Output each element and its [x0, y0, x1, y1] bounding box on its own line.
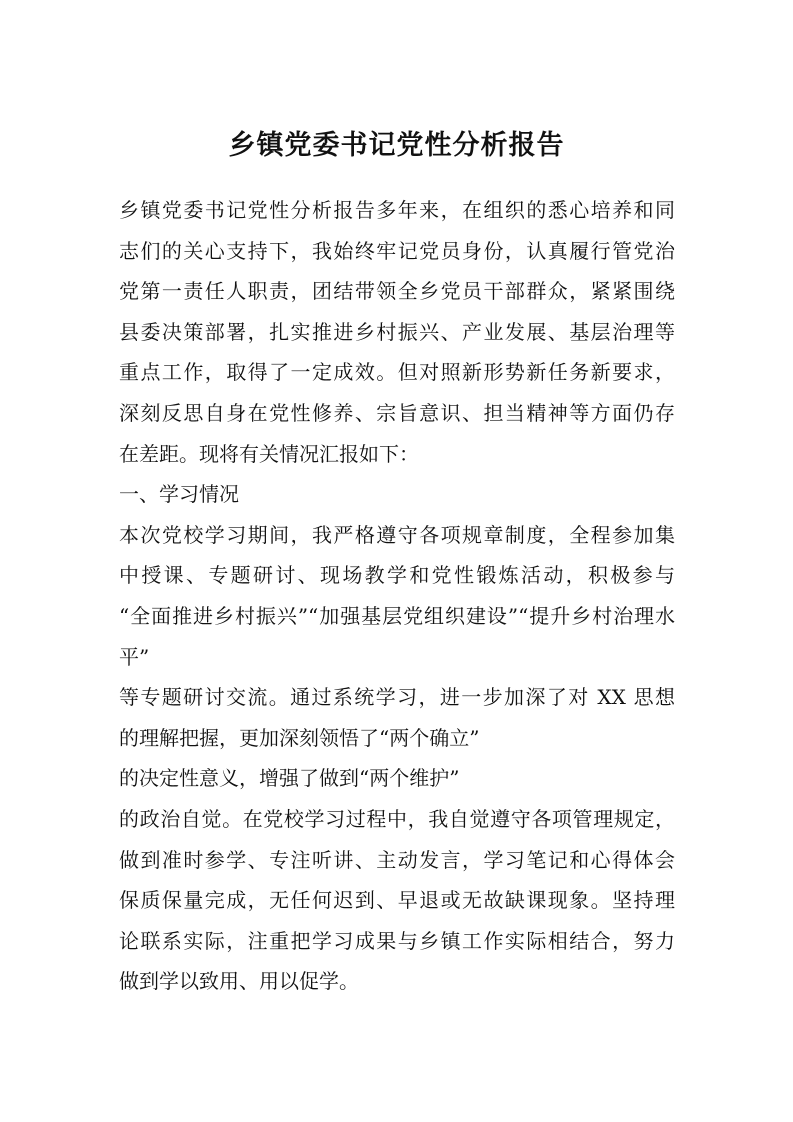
body-line: 保质保量完成，无任何迟到、早退或无故缺课现象。坚持理 — [119, 888, 675, 913]
body-line: 重点工作，取得了一定成效。但对照新形势新任务新要求， — [119, 360, 675, 385]
document-title: 乡镇党委书记党性分析报告 — [228, 130, 565, 161]
body-line: 党第一责任人职责，团结带领全乡党员干部群众，紧紧围绕 — [119, 279, 675, 304]
body-line: 乡镇党委书记党性分析报告多年来，在组织的悉心培养和同 — [119, 198, 675, 222]
body-line: 论联系实际，注重把学习成果与乡镇工作实际相结合，努力 — [119, 928, 675, 953]
body-line: 在差距。现将有关情况汇报如下： — [119, 441, 419, 466]
body-line: 等专题研讨交流。通过系统学习，进一步加深了对 XX 思想 — [119, 685, 675, 710]
body-line: 做到准时参学、专注听讲、主动发言，学习笔记和心得体会 — [119, 847, 675, 872]
document-body — [119, 190, 675, 1002]
body-line: 的理解把握，更加深刻领悟了“两个确立” — [119, 725, 480, 750]
body-line: 深刻反思自身在党性修养、宗旨意识、担当精神等方面仍存 — [119, 400, 675, 425]
body-line: 的决定性意义，增强了做到“两个维护” — [119, 766, 460, 791]
body-line: 平” — [119, 644, 150, 669]
section-heading: 一、学习情况 — [119, 482, 239, 507]
body-line: 的政治自觉。在党校学习过程中，我自觉遵守各项管理规定， — [119, 806, 675, 831]
body-line: 本次党校学习期间，我严格遵守各项规章制度，全程参加集 — [119, 522, 675, 547]
body-line: 做到学以致用、用以促学。 — [119, 969, 359, 994]
body-line: “全面推进乡村振兴”“加强基层党组织建设”“提升乡村治理水 — [119, 603, 675, 628]
body-line: 志们的关心支持下，我始终牢记党员身份，认真履行管党治 — [119, 238, 675, 263]
body-line: 县委决策部署，扎实推进乡村振兴、产业发展、基层治理等 — [119, 319, 675, 344]
body-line: 中授课、专题研讨、现场教学和党性锻炼活动，积极参与 — [119, 563, 675, 588]
